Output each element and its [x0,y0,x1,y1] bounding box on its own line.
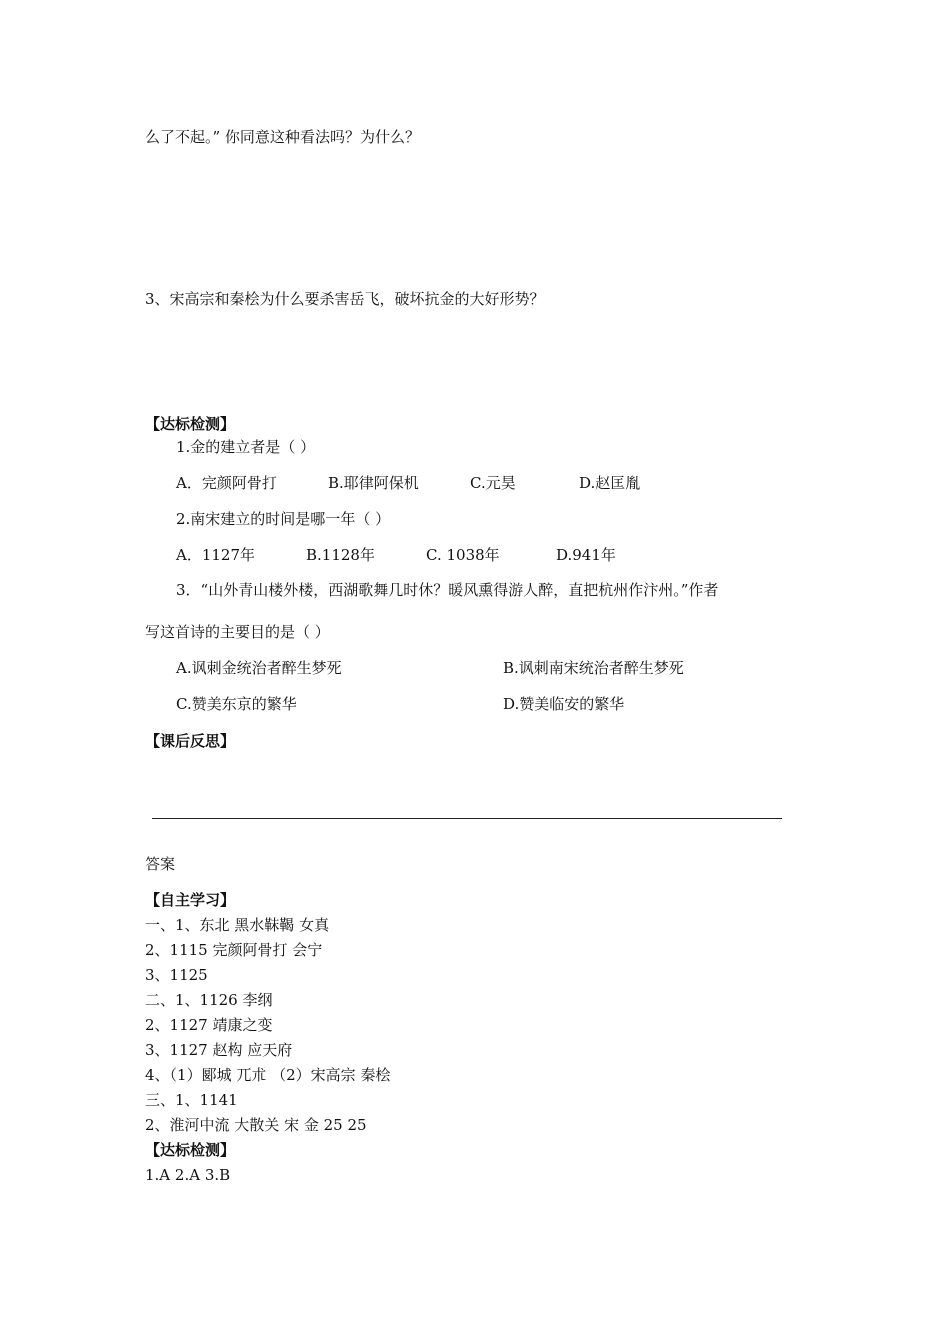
answers-self-study-heading: 【自主学习】 [145,891,236,909]
answer-line: 4、（1）郾城 兀朮 （2）宋高宗 秦桧 [145,1066,391,1084]
answer-line: 2、1115 完颜阿骨打 会宁 [145,941,323,959]
test-q3-option-c: C.赞美东京的繁华 [176,695,297,713]
answer-line: 一、1、东北 黑水靺鞨 女真 [145,916,330,934]
test-q1-stem: 1.金的建立者是（ ） [176,438,316,456]
answers-title: 答案 [145,855,176,873]
test-q1-option-c: C.元昊 [470,474,516,492]
answer-line: 二、1、1126 李纲 [145,991,273,1009]
reflection-heading: 【课后反思】 [145,732,236,750]
test-q2-option-a: A．1127年 [176,546,256,564]
test-q2-option-b: B.1128年 [306,546,375,564]
test-q2-option-d: D.941年 [556,546,616,564]
test-q3-stem-line1: 3．“山外青山楼外楼，西湖歌舞几时休？暖风熏得游人醉，直把杭州作汴州。”作者 [176,581,719,599]
answers-test-heading: 【达标检测】 [145,1141,236,1159]
test-q3-stem-line2: 写这首诗的主要目的是（ ） [145,623,330,641]
question-2-continuation: 么了不起。” 你同意这种看法吗？为什么？ [145,128,420,146]
test-q2-option-c: C. 1038年 [426,546,500,564]
test-heading: 【达标检测】 [145,415,236,433]
test-q3-option-b: B.讽刺南宋统治者醉生梦死 [503,659,684,677]
answer-line: 3、1125 [145,966,208,984]
test-q1-option-d: D.赵匡胤 [579,474,641,492]
test-q3-option-d: D.赞美临安的繁华 [503,695,625,713]
answer-line: 2、1127 靖康之变 [145,1016,273,1034]
test-q2-stem: 2.南宋建立的时间是哪一年（ ） [176,510,391,528]
test-q1-option-a: A．完颜阿骨打 [176,474,277,492]
test-q1-option-b: B.耶律阿保机 [328,474,419,492]
test-q3-option-a: A.讽刺金统治者醉生梦死 [176,659,342,677]
answer-line: 3、1127 赵构 应天府 [145,1041,293,1059]
answer-line: 三、1、1141 [145,1091,238,1109]
reflection-answer-line [152,818,782,819]
answers-test-answers: 1.A 2.A 3.B [145,1166,231,1184]
question-3: 3、宋高宗和秦桧为什么要杀害岳飞，破坏抗金的大好形势？ [145,290,545,308]
answer-line: 2、淮河中流 大散关 宋 金 25 25 [145,1116,367,1134]
